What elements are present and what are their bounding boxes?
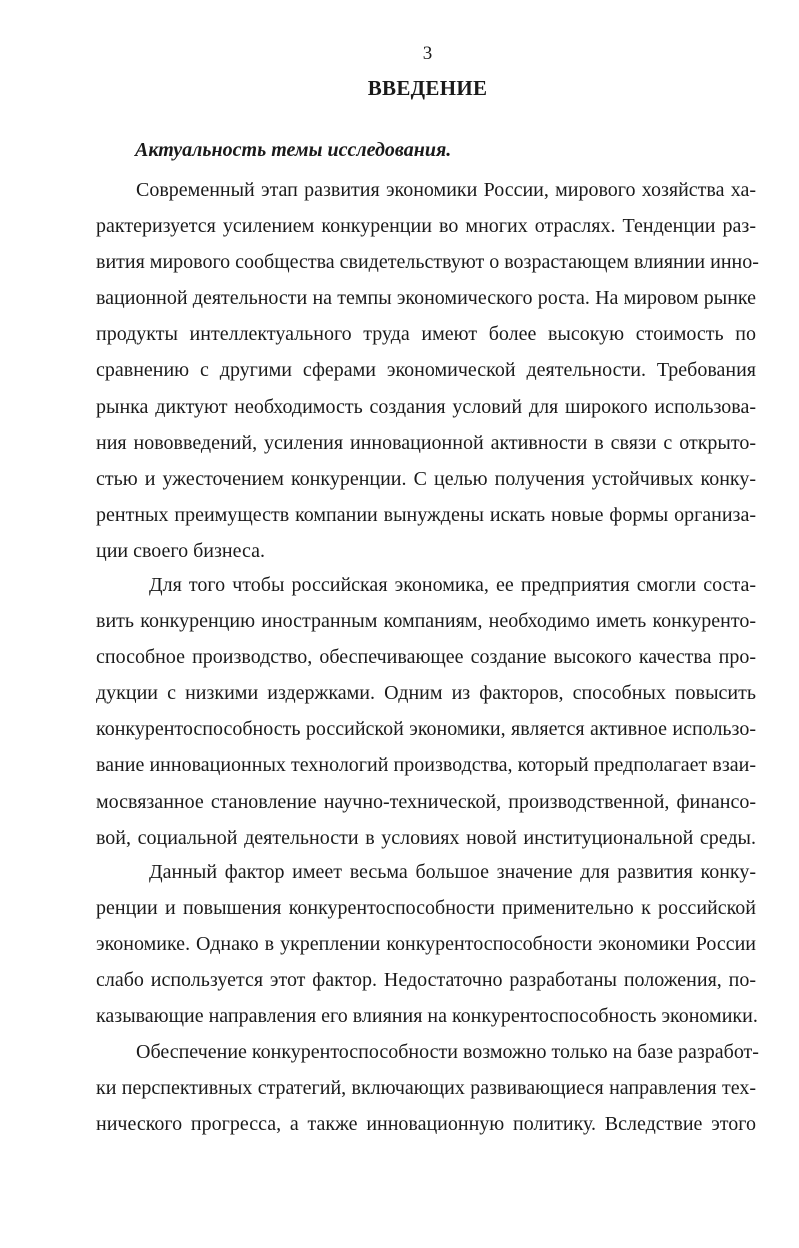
page-number: 3 — [422, 43, 433, 64]
paragraph-line: казывающие направления его влияния на конкурентоспособность экономики. — [96, 1005, 758, 1028]
paragraph-line: вание инновационных технологий производства, который предполагает взаи- — [96, 754, 756, 777]
paragraph-line: рентных преимуществ компании вынуждены искать новые формы организа- — [96, 503, 756, 526]
paragraph-line: нического прогресса, а также инновационную политику. Вследствие этого — [96, 1113, 756, 1136]
paragraph-line: ния нововведений, усиления инновационной активности в связи с открыто- — [96, 431, 756, 454]
paragraph-line: слабо используется этот фактор. Недостаточно разработаны положения, по- — [96, 969, 756, 992]
paragraph-line: вить конкуренцию иностранным компаниям, необходимо иметь конкуренто- — [96, 610, 756, 633]
paragraph-line: Для того чтобы российская экономика, ее предприятия смогли соста- — [149, 574, 756, 596]
page-title: ВВЕДЕНИЕ — [367, 76, 488, 100]
paragraph-line: мосвязанное становление научно-технической, производственной, финансо- — [96, 790, 756, 813]
paragraph-line: Обеспечение конкурентоспособности возможно только на базе разработ- — [136, 1041, 759, 1063]
paragraph-line: дукции с низкими издержками. Одним из факторов, способных повысить — [96, 682, 756, 705]
paragraph-line: вития мирового сообщества свидетельствуют о возрастающем влиянии инно- — [96, 251, 759, 274]
paragraph-line: ки перспективных стратегий, включающих развивающиеся направления тех- — [96, 1077, 756, 1100]
paragraph-line: сравнению с другими сферами экономической деятельности. Требования — [96, 359, 756, 382]
paragraph-1 — [96, 172, 759, 569]
section-heading: Актуальность темы исследования. — [135, 139, 452, 161]
paragraph-line: экономике. Однако в укреплении конкурентоспособности экономики России — [96, 933, 756, 956]
paragraph-line: конкурентоспособность российской экономики, является активное использо- — [96, 718, 756, 741]
paragraph-3 — [96, 854, 756, 1034]
paragraph-line: ции своего бизнеса. — [96, 539, 265, 562]
paragraph-2 — [96, 567, 756, 856]
paragraph-line: вой, социальной деятельности в условиях новой институциональной среды. — [96, 826, 756, 849]
paragraph-line: Современный этап развития экономики России, мирового хозяйства ха- — [136, 179, 756, 201]
paragraph-line: стью и ужесточением конкуренции. С целью получения устойчивых конку- — [96, 467, 756, 490]
paragraph-line: Данный фактор имеет весьма большое значение для развития конку- — [149, 861, 756, 883]
paragraph-line: рынка диктуют необходимость создания условий для широкого использова- — [96, 395, 756, 418]
paragraph-4 — [96, 1034, 759, 1142]
paragraph-line: вационной деятельности на темпы экономического роста. На мировом рынке — [96, 287, 756, 310]
paragraph-line: способное производство, обеспечивающее создание высокого качества про- — [96, 646, 756, 669]
paragraph-line: продукты интеллектуального труда имеют более высокую стоимость по — [96, 323, 756, 346]
paragraph-line: рактеризуется усилением конкуренции во многих отраслях. Тенденции раз- — [96, 215, 756, 238]
paragraph-line: ренции и повышения конкурентоспособности применительно к российской — [96, 897, 756, 920]
